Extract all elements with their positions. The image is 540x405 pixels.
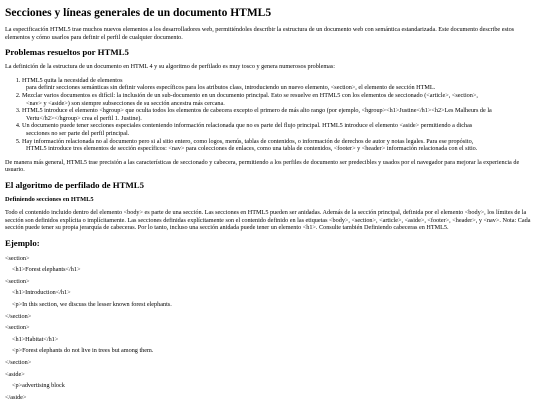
- code-line: <section>: [5, 324, 30, 332]
- algorithm-text: Todo el contenido incluido dentro del elemento <body> es parte de una sección. Las secciones en HTML5 pueden ser anidadas. Además de la sección principal, definida por el elemento <body>, los límites de la sección son definidos explícita o implícitamente. Las secciones definidas explícitamente son el contenido definido en las etiquetas <body>, <section>, <article>, <aside>, <footer>, <header>, y <nav>. Nota: Cada sección puede tener su propia jerarquía de cabeceras. Por lo tanto, incluso una sección anidada puede tener un elemento <h1>. Consulte también Definiendo cabeceras en HTML5.: [5, 208, 531, 232]
- algorithm-heading: El algoritmo de perfilado de HTML5: [5, 179, 145, 190]
- problems-lead: La definición de la estructura de un documento en HTML 4 y su algoritmo de perfilado es muy tosco y genera numerosos problemas:: [5, 63, 336, 71]
- list-item: 1. HTML5 quita la necesidad de elementos para definir secciones semánticas sin definir valores específicos para los atributos class, introduciendo un nuevo elemento, <section>, el elemento de sección HTML.: [22, 77, 535, 92]
- code-line: </section>: [5, 312, 32, 320]
- code-line: <section>: [5, 254, 30, 262]
- algorithm-subheading: Definiendo secciones en HTML5: [5, 195, 94, 203]
- problems-conclusion: De manera más general, HTML5 trae precisión a las características de seccionado y cabecera, permitiendo a los perfiles de documento ser predecibles y usados por el navegador para mejorar la experiencia de usuario.: [5, 158, 520, 174]
- list-item: 5. Hay información relacionada no al documento pero si al sitio entero, como logos, menús, tablas de contenidos, o información de derechos de autor y notas legales. Para ese propósito, HTML5 introduce tres elementos de sección específicos: <nav> para colecciones de enlaces, como una tabla de contenidos, <footer> y <header> información relacionada con el sitio.: [22, 138, 535, 153]
- problems-heading: Problemas resueltos por HTML5: [5, 47, 129, 58]
- code-line: </section>: [5, 359, 32, 367]
- code-line: <p>In this section, we discuss the lesser known forest elephants.: [12, 301, 172, 309]
- code-line: <h1>Forest elephants</h1>: [12, 266, 81, 274]
- intro-paragraph: La especificación HTML5 trae muchos nuevos elementos a los desarrolladores web, permitiéndoles describir la estructura de un documento web con semántica estandarizada. Este documento describe estos elementos y cómo usarlos para definir el perfil de cualquier documento.: [5, 26, 515, 41]
- list-item: 2. Mezclar varios documentos es difícil: la inclusión de un sub-documento en un documento principal. Esto se resuelve en HTML5 con los elementos de seccionado (<article>, <section>, <nav> y <aside>) son siempre subsecciones de su sección ancestra más cercana.: [22, 92, 535, 107]
- code-line: <p>Forest elephants do not live in trees but among them.: [12, 347, 154, 355]
- code-line: <h1>Habitat</h1>: [12, 335, 59, 343]
- code-line: <section>: [5, 277, 30, 285]
- code-line: <h1>Introduction</h1>: [12, 289, 71, 297]
- code-line: <aside>: [5, 370, 25, 378]
- problems-list: [5, 77, 535, 153]
- code-line: </aside>: [5, 393, 27, 401]
- list-item: 4. Un documento puede tener secciones especiales conteniendo información relacionada que no es parte del flujo principal. HTML5 introduce el elemento <aside> permitiendo a dichas secciones no ser parte del perfil principal.: [22, 122, 535, 137]
- page-title: Secciones y líneas generales de un documento HTML5: [5, 7, 272, 19]
- code-example: [5, 253, 535, 404]
- code-line: <p>advertising block: [12, 382, 65, 390]
- example-heading: Ejemplo:: [5, 237, 40, 248]
- list-item: 3. HTML5 introduce el elemento <hgroup> que oculta todos los elementos de cabecera excepto el primero de más alto rango (por ejemplo, <hgroup><h1>Justine</h1><h2>Les Malheurs de la Vertu</h2></hgroup> crea el perfil 1. Justine).: [22, 107, 535, 122]
